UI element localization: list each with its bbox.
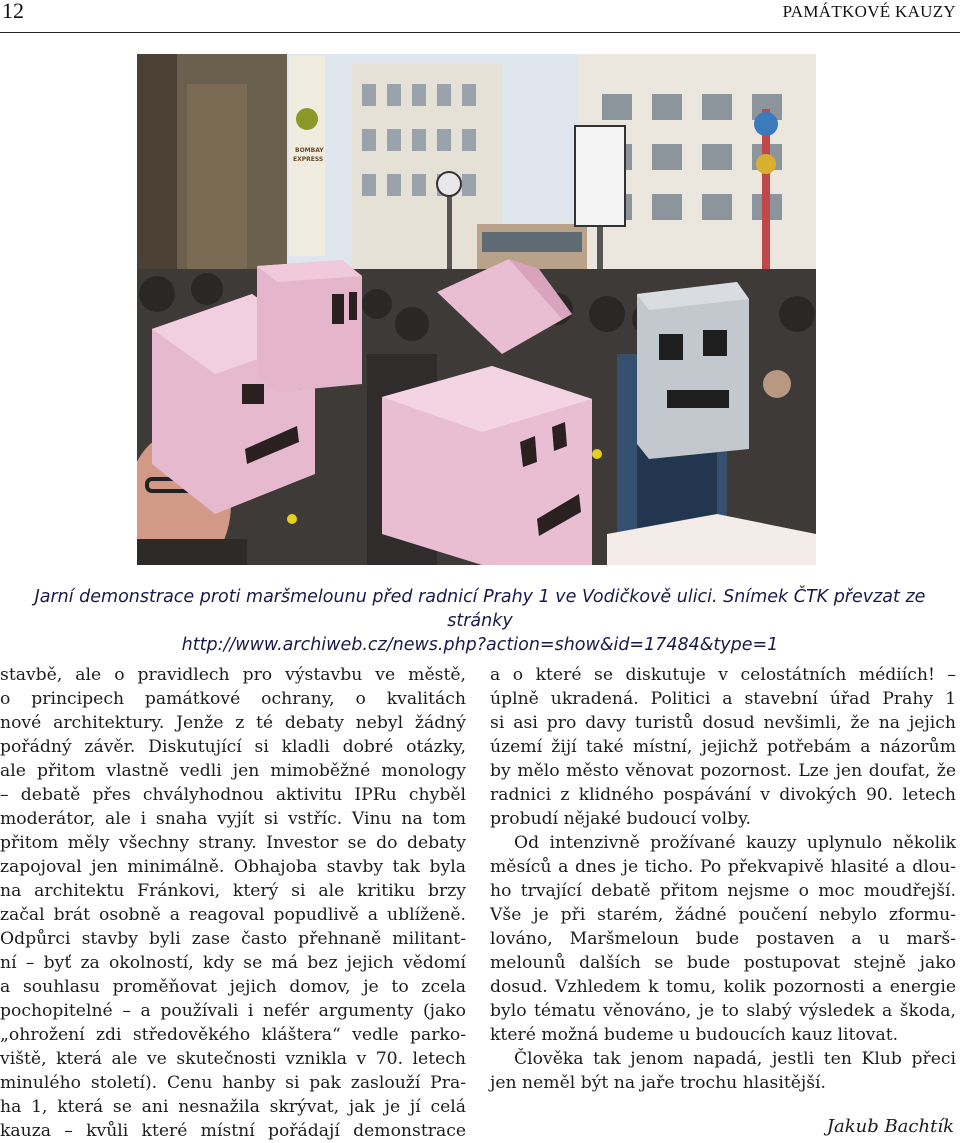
caption-line-2: http://www.archiweb.cz/news.php?action=show&id=17484&type=1 <box>181 635 779 655</box>
right-line-10: ho trvající debatě přitom nejsme o moc moudřejší. <box>490 881 956 901</box>
photo-box-mask-pink-2 <box>257 260 362 392</box>
left-line-13: ní – byť za okolností, kdy se má bez jejich vědomí <box>0 953 466 973</box>
photo-caption <box>0 585 960 657</box>
left-line-14: a souhlasu proměňovat jejich domov, je to zcela <box>0 977 466 997</box>
right-line-8: Od intenzivně prožívané kauzy uplynulo několik <box>514 833 956 853</box>
left-line-18: minulého století). Cenu hanby si pak zaslouží Pra- <box>0 1073 466 1093</box>
photo-shop-sign-line1: BOMBAY <box>295 147 324 154</box>
right-line-5: by mělo město věnovat pozornost. Lze jen doufat, že <box>490 761 956 781</box>
left-line-16: „ohrožení zdi středověkého kláštera“ vedle parko- <box>0 1025 466 1045</box>
left-line-3: nové architektury. Jenže z té debaty nebyl žádný <box>0 713 466 733</box>
left-line-17: viště, která ale ve skutečnosti vznikla v 70. letech <box>0 1049 466 1069</box>
left-line-7: moderátor, ale i snaha vyjít si vstříc. Vinu na tom <box>0 809 466 829</box>
right-line-15: bylo tématu věnováno, je to slabý výsledek a škoda, <box>490 1001 956 1021</box>
right-line-4: území žijí také místní, jejichž potřebám a názorům <box>490 737 956 757</box>
right-line-3: si asi pro davy turistů dosud nevšimli, že na jejich <box>490 713 956 733</box>
left-line-12: Odpůrci stavby byli zase často přehnaně militant- <box>0 929 466 949</box>
caption-line-1: Jarní demonstrace proti maršmelounu před radnicí Prahy 1 ve Vodičkově ulici. Snímek ČTK převzat ze stránky <box>34 587 926 631</box>
right-line-11: Vše je při starém, žádné poučení nebylo zformu- <box>490 905 956 925</box>
author-signature: Jakub Bachtík <box>826 1116 954 1137</box>
right-line-16: které možná budeme u budoucích kauz litovat. <box>490 1025 899 1045</box>
right-line-9: měsíců a dnes je ticho. Po překvapivě hlasité a dlou- <box>490 857 956 877</box>
photo-box-mask-pink-4 <box>382 366 592 565</box>
left-line-6: – debatě přes chvályhodnou aktivitu IPRu chyběl <box>0 785 466 805</box>
running-head: PAMÁTKOVÉ KAUZY <box>782 2 956 21</box>
left-line-9: zapojoval jen minimálně. Obhajoba stavby tak byla <box>0 857 466 877</box>
right-line-17: Člověka tak jenom napadá, jestli ten Klub přeci <box>514 1049 956 1069</box>
photo-shop-sign-line2: EXPRESS <box>293 156 324 163</box>
left-line-5: ale přitom vlastně vedli jen mimoběžné monology <box>0 761 466 781</box>
left-line-20: kauza – kvůli které místní pořádají demonstrace <box>0 1121 466 1141</box>
left-line-2: o principech památkové ochrany, o kvalitách <box>0 689 466 709</box>
right-line-1: a o které se diskutuje v celostátních médiích! – <box>490 665 956 685</box>
left-line-4: pořádný závěr. Diskutující si kladli dobré otázky, <box>0 737 466 757</box>
right-line-6: radnici z klidného pospávání v divokých 90. letech <box>490 785 956 805</box>
photo-box-mask-grey <box>637 282 749 459</box>
header-rule <box>0 32 960 33</box>
right-line-12: lováno, Maršmeloun bude postaven a u marš- <box>490 929 956 949</box>
right-line-2: úplně ukradená. Politici a stavební úřad Prahy 1 <box>490 689 956 709</box>
left-line-8: přitom měly všechny strany. Investor se do debaty <box>0 833 466 853</box>
left-line-15: pochopitelné – a používali i nefér argumenty (jako <box>0 1001 466 1021</box>
photo-traffic-sign <box>575 126 625 226</box>
left-line-1: stavbě, ale o pravidlech pro výstavbu ve městě, <box>0 665 466 685</box>
text-column-left <box>0 663 466 1143</box>
right-line-18: jen neměl být na jaře trochu hlasitější. <box>490 1073 827 1093</box>
text-column-right <box>490 663 956 1095</box>
right-line-7: probudí nějaké budoucí volby. <box>490 809 751 829</box>
page-number: 12 <box>2 0 24 23</box>
right-line-14: dosud. Vzhledem k tomu, kolik pozornosti a energie <box>490 977 956 997</box>
left-line-10: na architektu Fránkovi, který si ale kritiku brzy <box>0 881 466 901</box>
demonstration-photo <box>137 54 816 565</box>
left-line-19: ha 1, která se ani nesnažila skrývat, jak je jí celá <box>0 1097 466 1117</box>
left-line-11: začal brát osobně a reagoval popudlivě a ublíženě. <box>0 905 466 925</box>
right-line-13: melounů dalších se bude postupovat stejně jako <box>490 953 956 973</box>
